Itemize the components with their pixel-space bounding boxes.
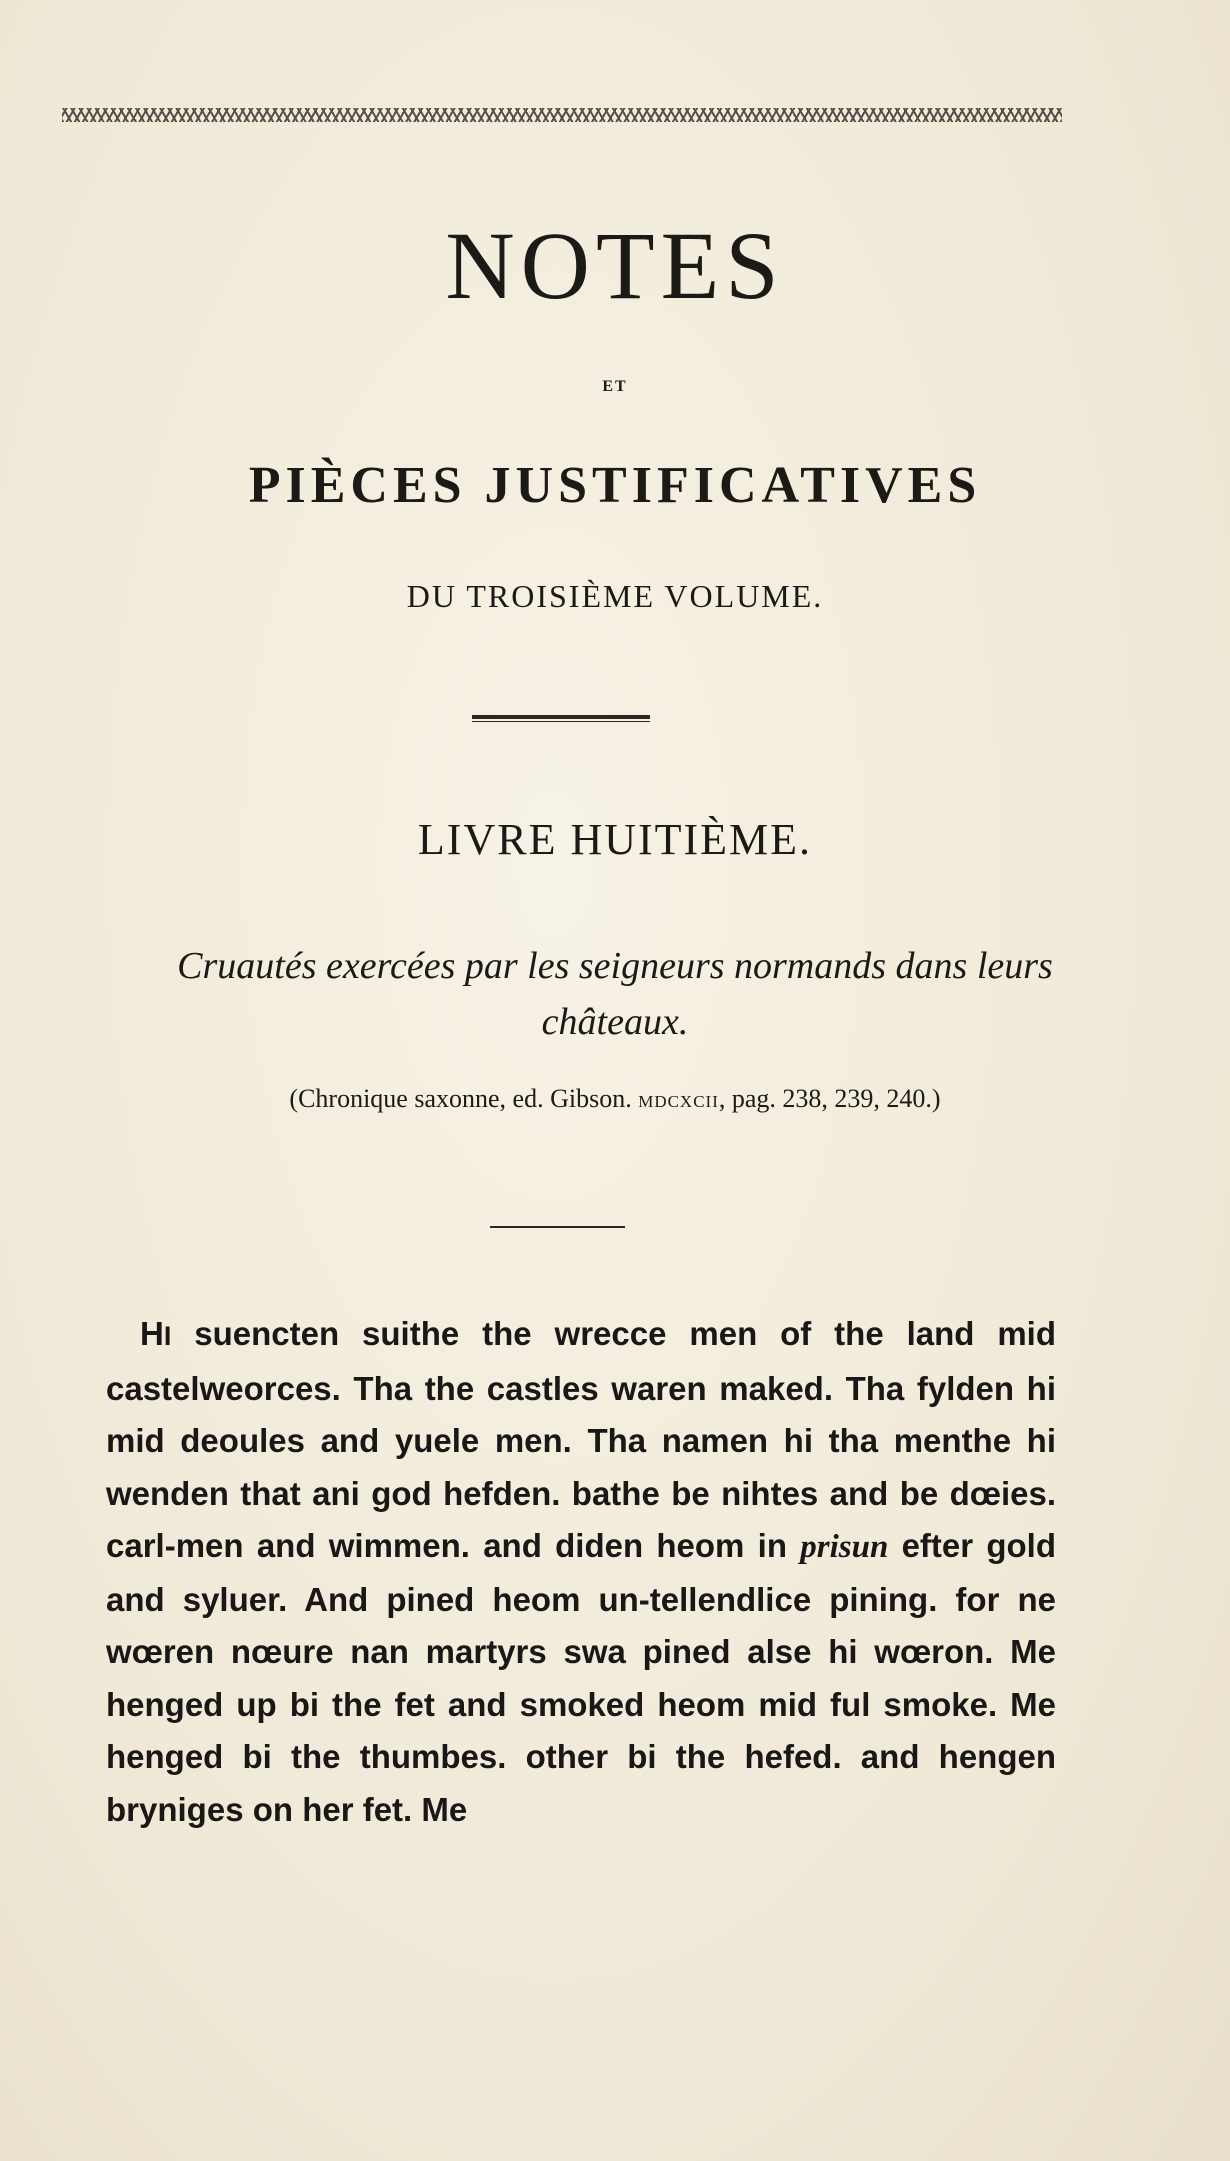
small-divider [490,1226,625,1228]
section-heading-text: Cruautés exercées par les seigneurs normands dans leurs châteaux. [177,945,1053,1043]
text-italic: prisun [800,1529,889,1565]
page-subtitle: PIÈCES JUSTIFICATIVES [248,457,982,514]
lead-small: I [163,1321,172,1351]
volume-label: DU TROISIÈME VOLUME. [406,578,824,614]
book-heading: LIVRE HUITIÈME. [417,815,813,864]
text-part-1: suencten suithe the wrecce men of the land mid castelweorces. Tha the castles waren maked. Tha fylden hi mid deoules and yuele men. Tha namen hi tha menthe hi wenden that ani god hefden. bathe be nihtes and be dœies. carl-men and wimmen. and diden heom in [106,1315,1056,1564]
source-open: (Chronique saxonne, ed. Gibson. [289,1084,632,1113]
main-text [106,1308,1056,1836]
divider-rule [472,715,650,719]
section-heading [0,938,1230,1050]
title-conjunction: ET [602,378,628,395]
source-citation [0,1086,1230,1112]
decorative-border [62,108,1062,122]
source-year: MDCXCII [638,1092,719,1111]
page-title: NOTES [445,212,785,319]
text-part-2: efter gold and syluer. And pined heom un-tellendlice pining. for ne wœren nœure nan martyrs swa pined alse hi wœron. Me henged up bi the fet and smoked heom mid ful smoke. Me henged bi the thumbes. other bi the hefed. and hengen bryniges on her fet. Me [106,1527,1056,1828]
source-pages: , pag. 238, 239, 240.) [718,1084,941,1113]
lead-initial: H [140,1315,164,1352]
